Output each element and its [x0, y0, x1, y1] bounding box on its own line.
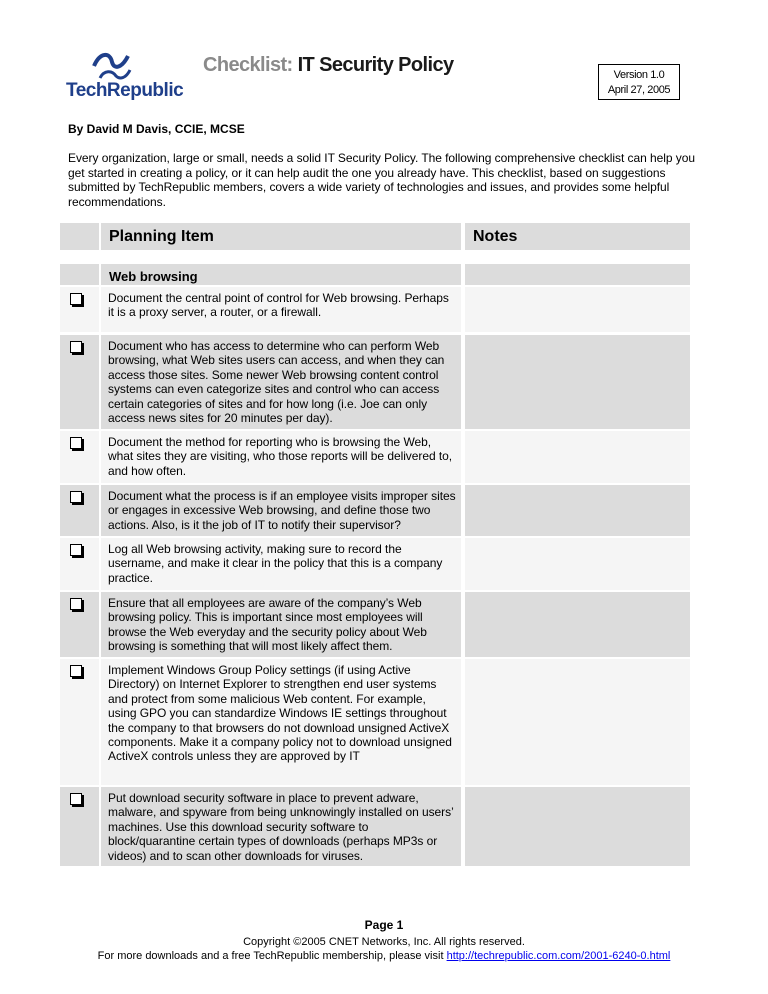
checklist-row	[60, 592, 690, 657]
notes-cell[interactable]	[465, 592, 690, 657]
checkbox[interactable]	[70, 598, 82, 610]
title-prefix: Checklist:	[203, 54, 293, 76]
checkbox[interactable]	[70, 491, 82, 503]
notes-cell[interactable]	[465, 538, 690, 590]
intro-paragraph: Every organization, large or small, needs a solid IT Security Policy. The following comprehensive checklist can help you get started in creating a policy, or it can help audit the one you already have. This checklist, based on suggestions submitted by TechRepublic members, covers a wide variety of technologies and issues, and provides some helpful recommendations.	[68, 151, 695, 209]
checklist-row	[60, 538, 690, 590]
checklist-item-text: Document the method for reporting who is browsing the Web, what sites they are visiting, who those reports will be delivered to, and how often.	[108, 435, 453, 478]
notes-cell[interactable]	[465, 287, 690, 332]
notes-cell[interactable]	[465, 335, 690, 429]
checklist-item-text: Document who has access to determine who can perform Web browsing, what Web sites users can access, and when they can access those sites. Some newer Web browsing content control systems can even categorize sites and control who can access certain categories of sites and for how long (i.e. Joe can only access news sites for 20 minutes per day).	[108, 339, 445, 426]
section-title: Web browsing	[109, 269, 198, 284]
page-number: Page 1	[364, 918, 404, 932]
notes-cell[interactable]	[465, 431, 690, 483]
checkbox[interactable]	[70, 793, 82, 805]
checklist-row	[60, 485, 690, 536]
techrepublic-link[interactable]: http://techrepublic.com.com/2001-6240-0.html	[446, 950, 671, 962]
checklist-item-text: Document what the process is if an employee visits improper sites or engages in excessive Web browsing, and define those two actions. Also, is it the job of IT to notify their supervisor?	[108, 489, 456, 532]
checklist-row	[60, 431, 690, 483]
checklist-item-text: Document the central point of control for Web browsing. Perhaps it is a proxy server, a router, or a firewall.	[108, 291, 449, 320]
checklist-item-text: Log all Web browsing activity, making sure to record the username, and make it clear in the policy that this is a company practice.	[108, 542, 443, 585]
author-byline: By David M Davis, CCIE, MCSE	[68, 122, 245, 136]
notes-cell[interactable]	[465, 787, 690, 866]
footer-downloads	[0, 950, 768, 962]
title-main: IT Security Policy	[297, 54, 454, 76]
table-header-row	[60, 223, 690, 250]
checkbox[interactable]	[70, 544, 82, 556]
checklist-row	[60, 659, 690, 785]
column-header-planning-item: Planning Item	[109, 228, 214, 245]
version-box	[598, 64, 680, 100]
document-title	[203, 54, 454, 77]
checklist-item-text: Ensure that all employees are aware of the company’s Web browsing policy. This is important since most employees will browse the Web everyday and the security policy about Web browsing is something that will most likely affect them.	[108, 596, 427, 654]
checklist-item-text: Implement Windows Group Policy settings (if using Active Directory) on Internet Explorer to strengthen end user systems and protect from some malicious Web content. For example, using GPO you can standardize Windows IE settings throughout the company to that browsers do not download unsigned ActiveX components. Make it a company policy not to download unsigned ActiveX controls unless they are approved by IT	[108, 663, 452, 764]
checkbox[interactable]	[70, 293, 82, 305]
notes-cell[interactable]	[465, 659, 690, 785]
checkbox[interactable]	[70, 437, 82, 449]
notes-cell[interactable]	[465, 485, 690, 536]
checklist-row	[60, 787, 690, 866]
checklist-row	[60, 287, 690, 332]
checkbox[interactable]	[70, 665, 82, 677]
checklist-row	[60, 335, 690, 429]
version-label: Version 1.0	[613, 69, 665, 81]
column-header-notes: Notes	[473, 228, 518, 245]
logo-swoosh-icon	[88, 48, 134, 82]
copyright-notice: Copyright ©2005 CNET Networks, Inc. All rights reserved.	[243, 936, 525, 948]
logo-text: TechRepublic	[66, 80, 184, 101]
footer-downloads-text: For more downloads and a free TechRepublic membership, please visit	[97, 950, 444, 962]
section-header-row	[60, 264, 690, 285]
techrepublic-logo	[66, 48, 184, 104]
checkbox[interactable]	[70, 341, 82, 353]
checklist-item-text: Put download security software in place to prevent adware, malware, and spyware from being unknowingly installed on users’ machines. Use this download security software to block/quarantine certain types of downloads (perhaps MP3s or videos) and to scan other downloads for viruses.	[108, 791, 454, 863]
version-date: April 27, 2005	[607, 84, 671, 96]
